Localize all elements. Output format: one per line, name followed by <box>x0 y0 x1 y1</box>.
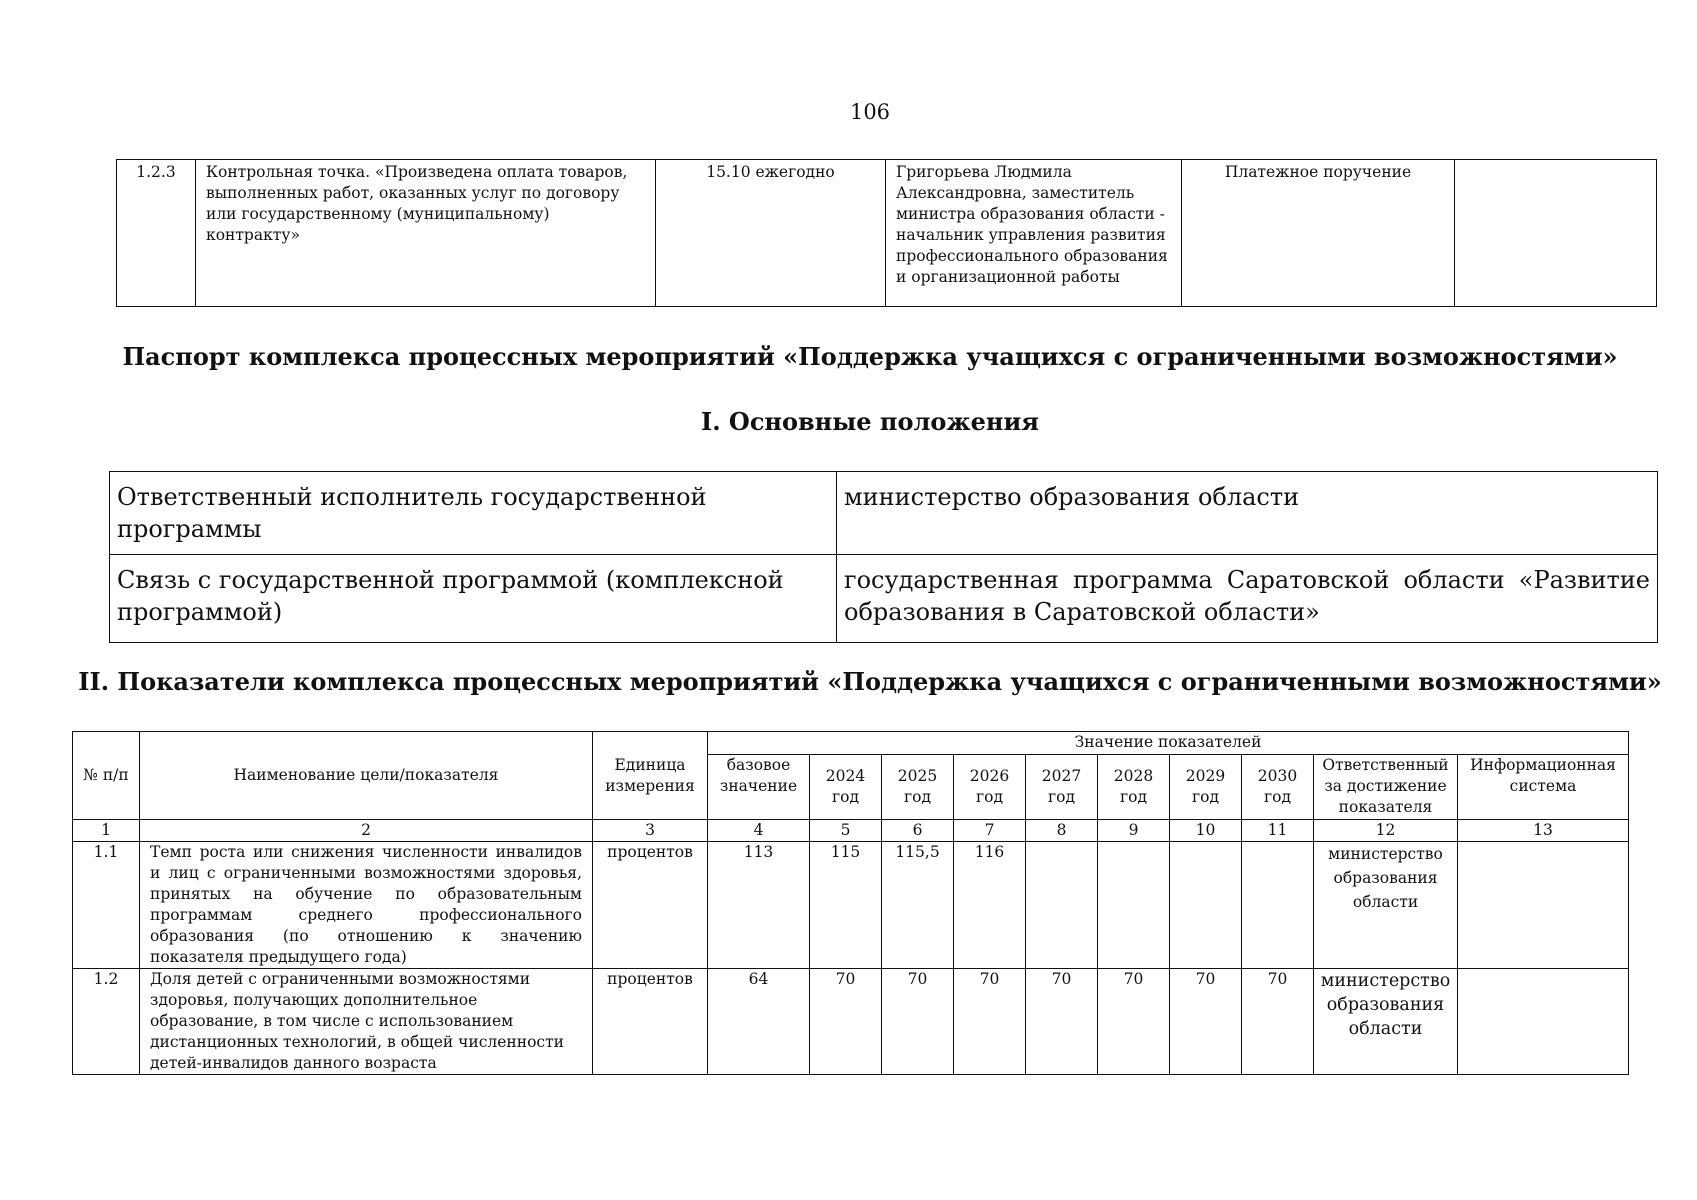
indicator-value: 70 <box>954 969 1026 1075</box>
header-info-system: Информационная система <box>1458 755 1629 820</box>
indicator-name: Темп роста или снижения численности инвалидов и лиц с ограниченными возможностями здоровья, принятых на обучение по образовательным программам среднего профессионального образования (по отношению к значению показателя предыдущего года) <box>140 842 593 969</box>
indicator-base: 113 <box>708 842 810 969</box>
column-number: 10 <box>1170 820 1242 842</box>
control-point-document: Платежное поручение <box>1182 160 1455 307</box>
indicator-name: Доля детей с ограниченными возможностями здоровья, получающих дополнительное образование, в том числе с использованием дистанционных технологий, в общей численности детей-инвалидов данного возраста <box>140 969 593 1075</box>
header-year: 2030 год <box>1242 755 1314 820</box>
header-year: 2027 год <box>1026 755 1098 820</box>
column-number: 1 <box>73 820 140 842</box>
header-year: 2024 год <box>810 755 882 820</box>
column-number: 9 <box>1098 820 1170 842</box>
basic-label: Связь с государственной программой (комплексной программой) <box>110 555 837 643</box>
indicator-base: 64 <box>708 969 810 1075</box>
passport-title: Паспорт комплекса процессных мероприятий «Поддержка учащихся с ограниченными возможностями» <box>122 342 1618 371</box>
column-number: 2 <box>140 820 593 842</box>
indicator-value: 70 <box>810 969 882 1075</box>
control-point-name: Контрольная точка. «Произведена оплата товаров, выполненных работ, оказанных услуг по договору или государственному (муниципальному) контракту» <box>196 160 656 307</box>
indicator-value: 70 <box>1170 969 1242 1075</box>
column-number: 3 <box>593 820 708 842</box>
column-number: 7 <box>954 820 1026 842</box>
indicator-unit: процентов <box>593 969 708 1075</box>
indicator-responsible: министерство образования области <box>1314 842 1458 969</box>
column-number: 12 <box>1314 820 1458 842</box>
page-number: 106 <box>849 100 891 124</box>
indicator-value: 70 <box>1026 969 1098 1075</box>
control-point-date: 15.10 ежегодно <box>656 160 886 307</box>
indicator-value <box>1170 842 1242 969</box>
header-values-group: Значение показателей <box>708 732 1629 755</box>
indicator-value: 70 <box>1242 969 1314 1075</box>
section1-title: I. Основные положения <box>700 407 1040 436</box>
row-number: 1.1 <box>73 842 140 969</box>
row-number: 1.2 <box>73 969 140 1075</box>
table-row <box>110 555 1658 643</box>
basic-value: министерство образования области <box>837 472 1658 555</box>
indicators-table <box>72 731 1629 1075</box>
header-year: 2025 год <box>882 755 954 820</box>
table-row <box>73 842 1629 969</box>
indicator-value: 116 <box>954 842 1026 969</box>
control-point-extra <box>1455 160 1657 307</box>
basic-provisions-table <box>109 471 1658 643</box>
header-responsible: Ответственный за достижение показателя <box>1314 755 1458 820</box>
indicator-value <box>1242 842 1314 969</box>
column-number: 4 <box>708 820 810 842</box>
column-number: 8 <box>1026 820 1098 842</box>
table-row <box>73 969 1629 1075</box>
indicator-value: 70 <box>882 969 954 1075</box>
indicator-value: 115 <box>810 842 882 969</box>
column-number: 5 <box>810 820 882 842</box>
control-point-responsible: Григорьева Людмила Александровна, заместитель министра образования области - начальник управления развития профессионального образования и организационной работы <box>886 160 1182 307</box>
indicator-responsible: министерство образования области <box>1314 969 1458 1075</box>
indicator-info-system <box>1458 969 1629 1075</box>
header-name: Наименование цели/показателя <box>140 732 593 820</box>
header-year: 2026 год <box>954 755 1026 820</box>
indicator-info-system <box>1458 842 1629 969</box>
header-year: 2028 год <box>1098 755 1170 820</box>
header-base: базовое значение <box>708 755 810 820</box>
header-unit: Единица измерения <box>593 732 708 820</box>
header-number: № п/п <box>73 732 140 820</box>
column-number: 13 <box>1458 820 1629 842</box>
column-number: 11 <box>1242 820 1314 842</box>
indicator-unit: процентов <box>593 842 708 969</box>
indicator-value <box>1098 842 1170 969</box>
control-point-number: 1.2.3 <box>117 160 196 307</box>
control-point-table <box>116 159 1657 307</box>
column-numbers-row <box>73 820 1629 842</box>
table-row <box>110 472 1658 555</box>
header-year: 2029 год <box>1170 755 1242 820</box>
section2-title: II. Показатели комплекса процессных мероприятий «Поддержка учащихся с ограниченными возможностями» <box>78 667 1662 696</box>
indicator-value: 115,5 <box>882 842 954 969</box>
table-row <box>117 160 1657 307</box>
indicator-value <box>1026 842 1098 969</box>
indicator-value: 70 <box>1098 969 1170 1075</box>
column-number: 6 <box>882 820 954 842</box>
basic-label: Ответственный исполнитель государственной программы <box>110 472 837 555</box>
basic-value: государственная программа Саратовской области «Развитие образования в Саратовской области» <box>837 555 1658 643</box>
